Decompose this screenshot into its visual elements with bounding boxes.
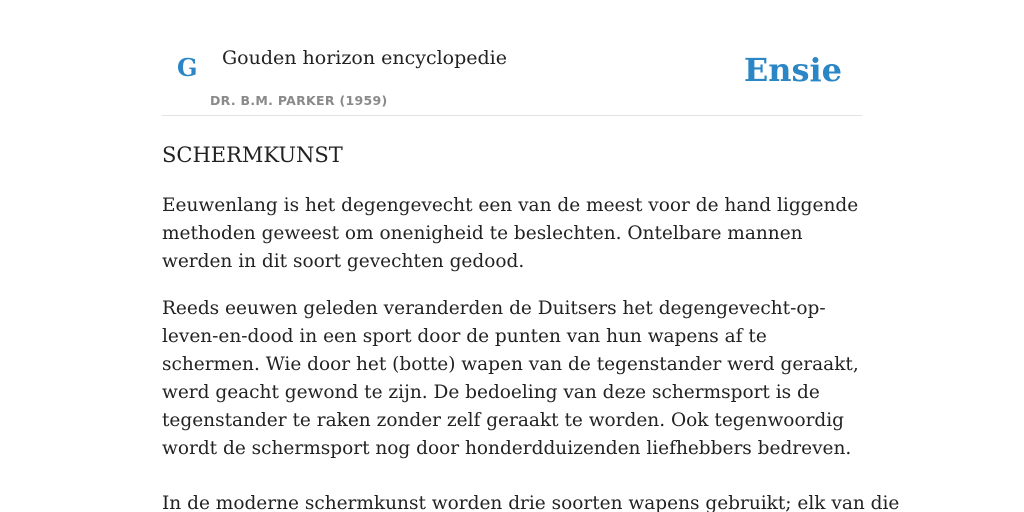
- book-author: DR. B.M. PARKER (1959): [210, 93, 388, 108]
- book-header: [162, 0, 862, 116]
- page-container: [162, 0, 900, 512]
- ensie-brand-link[interactable]: Ensie: [743, 51, 842, 89]
- article-title: SCHERMKUNST: [162, 143, 343, 167]
- book-title-link[interactable]: Gouden horizon encyclopedie: [222, 47, 507, 69]
- article-paragraph: In de moderne schermkunst worden drie soorten wapens gebruikt; elk van die: [162, 493, 900, 512]
- book-logo-link[interactable]: G: [177, 53, 198, 82]
- article-paragraph: Eeuwenlang is het degengevecht een van de meest voor de hand liggende methoden geweest om onenigheid te beslechten. Ontelbare mannen werden in dit soort gevechten gedood.: [162, 195, 859, 272]
- article-paragraph: Reeds eeuwen geleden veranderden de Duitsers het degengevecht-op-leven-en-dood in een sport door de punten van hun wapens af te schermen. Wie door het (botte) wapen van de tegenstander werd geraakt, werd geacht gewond te zijn. De bedoeling van deze schermsport is de tegenstander te raken zonder zelf geraakt te worden. Ook tegenwoordig wordt de schermsport nog door honderdduizenden liefhebbers bedreven.: [162, 298, 859, 459]
